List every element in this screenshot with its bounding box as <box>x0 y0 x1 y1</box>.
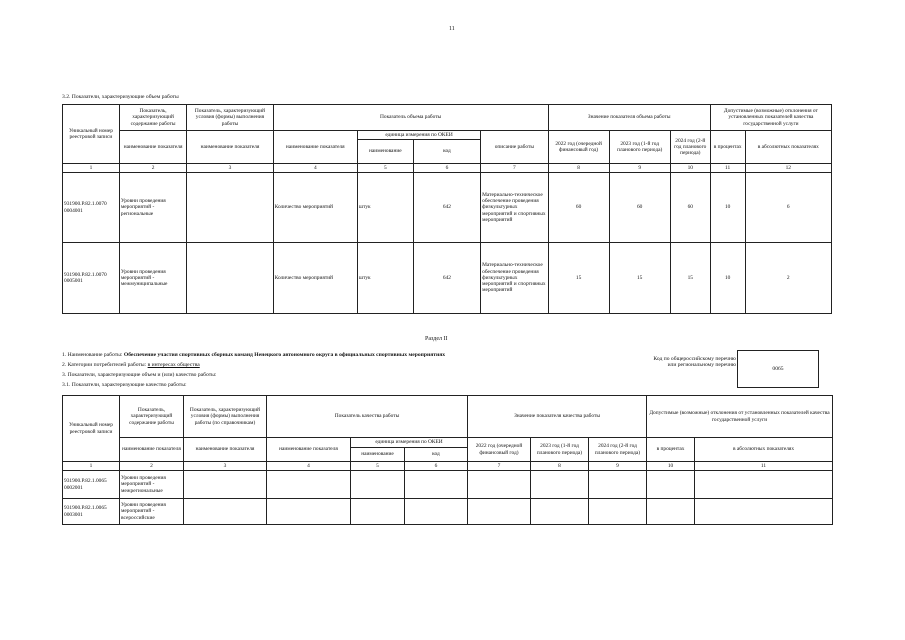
header-volume-group: Показатель объема работы <box>273 105 548 131</box>
row-cell <box>695 499 833 525</box>
row-code: 931900.Р.82.1.0070 0004001 <box>63 173 120 243</box>
row-content: Уровни проведения мероприятий - региональные <box>119 173 186 243</box>
row-cell <box>351 471 405 499</box>
row-cell <box>184 471 267 499</box>
row-cell <box>351 499 405 525</box>
row-indicator: Количество мероприятий <box>273 243 357 314</box>
table-row <box>63 173 832 243</box>
row-cell <box>405 499 468 525</box>
row-content: Уровни проведения мероприятий - межрегиональные <box>120 471 184 499</box>
quality-subtitle: 3.1. Показатели, характеризующие качество работы: <box>62 382 187 388</box>
work-name-prefix: 1. Наименование работы: <box>62 352 124 358</box>
header-value-group: Значение показателя качества работы <box>468 396 647 438</box>
header-quality-group: Показатель качества работы <box>267 396 468 438</box>
header-unit-name: наименование <box>357 140 413 164</box>
header-unique-number: Уникальный номер реестровой записи <box>63 396 120 462</box>
header-unique-number: Уникальный номер реестровой записи <box>63 105 120 164</box>
header-cond-name: наименование показателя <box>184 438 267 462</box>
row-percent: 10 <box>710 243 745 314</box>
header-cond-char: Показатель, характеризующий условия (формы) выполнения работы (по справочникам) <box>184 396 267 438</box>
col-number: 6 <box>413 164 480 173</box>
header-year-2023: 2023 год (1-й год планового периода) <box>609 131 670 164</box>
header-content-char: Показатель, характеризующий содержание работы <box>120 396 184 438</box>
row-description: Материально-техническое обеспечение проведения физкультурных мероприятий и спортивных мероприятий <box>481 173 548 243</box>
indicators-line: 3. Показатели, характеризующие объем и (или) качество работы: <box>62 372 217 378</box>
header-cond-char: Показатель, характеризующий условия (формы) выполнения работы <box>187 105 273 131</box>
header-unit-okei: единица измерения по ОКЕИ <box>357 131 480 140</box>
col-number: 2 <box>119 164 186 173</box>
row-okei: 642 <box>413 173 480 243</box>
quality-table <box>62 395 833 525</box>
row-value-2024: 15 <box>670 243 710 314</box>
row-cell <box>184 499 267 525</box>
consumers-line <box>62 362 200 368</box>
header-content-name: наименование показателя <box>120 438 184 462</box>
col-number: 4 <box>267 462 351 471</box>
header-percent: в процентах <box>647 438 695 462</box>
header-content-name: наименование показателя <box>119 131 186 164</box>
row-value-2024: 60 <box>670 173 710 243</box>
header-content-char: Показатель, характеризующий содержание работы <box>119 105 186 131</box>
volume-table <box>62 104 832 314</box>
row-cell <box>468 499 531 525</box>
row-cell <box>589 499 647 525</box>
code-value: 0065 <box>772 366 784 372</box>
col-number: 4 <box>273 164 357 173</box>
row-okei: 642 <box>413 243 480 314</box>
col-number: 8 <box>531 462 589 471</box>
work-name-line <box>62 352 622 358</box>
row-code: 931900.Р.82.1.0065 0003001 <box>63 499 120 525</box>
header-year-2024: 2024 год (2-й год планового периода) <box>670 131 710 164</box>
row-absolute: 2 <box>745 243 831 314</box>
col-number: 3 <box>184 462 267 471</box>
row-cell <box>647 499 695 525</box>
col-number: 10 <box>647 462 695 471</box>
header-quality-name: наименование показателя <box>267 438 351 462</box>
table-row <box>63 243 832 314</box>
row-cell <box>589 471 647 499</box>
consumers-value: в интересах общества <box>147 362 200 368</box>
row-content: Уровни проведения мероприятий - межмуниципальные <box>119 243 186 314</box>
table-row <box>63 499 833 525</box>
header-unit-name: наименование <box>351 448 405 462</box>
row-cell <box>531 471 589 499</box>
table-row <box>63 471 833 499</box>
row-unit: штук <box>357 173 413 243</box>
page-number: 11 <box>449 26 455 32</box>
col-number: 1 <box>63 462 120 471</box>
row-value-2022: 15 <box>548 243 609 314</box>
row-code: 931900.Р.82.1.0065 0002001 <box>63 471 120 499</box>
row-value-2022: 60 <box>548 173 609 243</box>
col-number: 8 <box>548 164 609 173</box>
consumers-prefix: 2. Категории потребителей работы: <box>62 362 148 368</box>
col-number: 10 <box>670 164 710 173</box>
header-year-2023: 2023 год (1-й год планового периода) <box>531 438 589 462</box>
col-number: 9 <box>609 164 670 173</box>
code-box <box>737 350 819 388</box>
col-number: 3 <box>187 164 273 173</box>
header-deviation-group: Допустимые (возможные) отклонения от установленных показателей качества государственной услуги <box>710 105 831 131</box>
row-cond <box>187 173 273 243</box>
header-value-group: Значение показателя объема работы <box>548 105 710 131</box>
row-absolute: 6 <box>745 173 831 243</box>
col-number: 7 <box>481 164 548 173</box>
row-cond <box>187 243 273 314</box>
col-number: 9 <box>589 462 647 471</box>
header-unit-code: код <box>405 448 468 462</box>
work-name-value: Обеспечение участия спортивных сборных команд Ненецкого автономного округа в официальных спортивных мероприятиях <box>123 352 446 358</box>
col-number: 11 <box>710 164 745 173</box>
row-value-2023: 15 <box>609 243 670 314</box>
volume-subtitle: 3.2. Показатели, характеризующие объем работы <box>62 94 179 100</box>
header-unit-code: код <box>413 140 480 164</box>
row-unit: штук <box>357 243 413 314</box>
col-number: 7 <box>468 462 531 471</box>
row-description: Материально-техническое обеспечение проведения физкультурных мероприятий и спортивных мероприятий <box>481 243 548 314</box>
section-title: Раздел II <box>425 336 448 342</box>
header-absolute: в абсолютных показателях <box>695 438 833 462</box>
col-number: 2 <box>120 462 184 471</box>
header-percent: в процентах <box>710 131 745 164</box>
header-work-desc: описание работы <box>481 131 548 164</box>
header-volume-name: наименование показателя <box>273 131 357 164</box>
col-number: 1 <box>63 164 120 173</box>
row-indicator: Количество мероприятий <box>273 173 357 243</box>
row-cell <box>647 471 695 499</box>
row-cell <box>405 471 468 499</box>
row-code: 931900.Р.82.1.0070 0005001 <box>63 243 120 314</box>
row-content: Уровни проведения мероприятий - всероссийские <box>120 499 184 525</box>
row-cell <box>531 499 589 525</box>
header-cond-name: наименование показателя <box>187 131 273 164</box>
row-cell <box>695 471 833 499</box>
header-year-2022: 2022 год (очередной финансовый год) <box>468 438 531 462</box>
header-year-2024: 2024 год (2-й год планового периода) <box>589 438 647 462</box>
row-percent: 10 <box>710 173 745 243</box>
header-absolute: в абсолютных показателях <box>745 131 831 164</box>
header-deviation-group: Допустимые (возможные) отклонения от установленных показателей качества государственной услуги <box>647 396 833 438</box>
row-cell <box>267 499 351 525</box>
col-number: 5 <box>357 164 413 173</box>
col-number: 6 <box>405 462 468 471</box>
header-year-2022: 2022 год (очередной финансовый год) <box>548 131 609 164</box>
row-value-2023: 60 <box>609 173 670 243</box>
row-cell <box>267 471 351 499</box>
col-number: 11 <box>695 462 833 471</box>
col-number: 12 <box>745 164 831 173</box>
row-cell <box>468 471 531 499</box>
col-number: 5 <box>351 462 405 471</box>
code-label: Код по общероссийскому перечню или региональному перечню <box>653 356 736 369</box>
header-unit-okei: единица измерения по ОКЕИ <box>351 438 468 448</box>
